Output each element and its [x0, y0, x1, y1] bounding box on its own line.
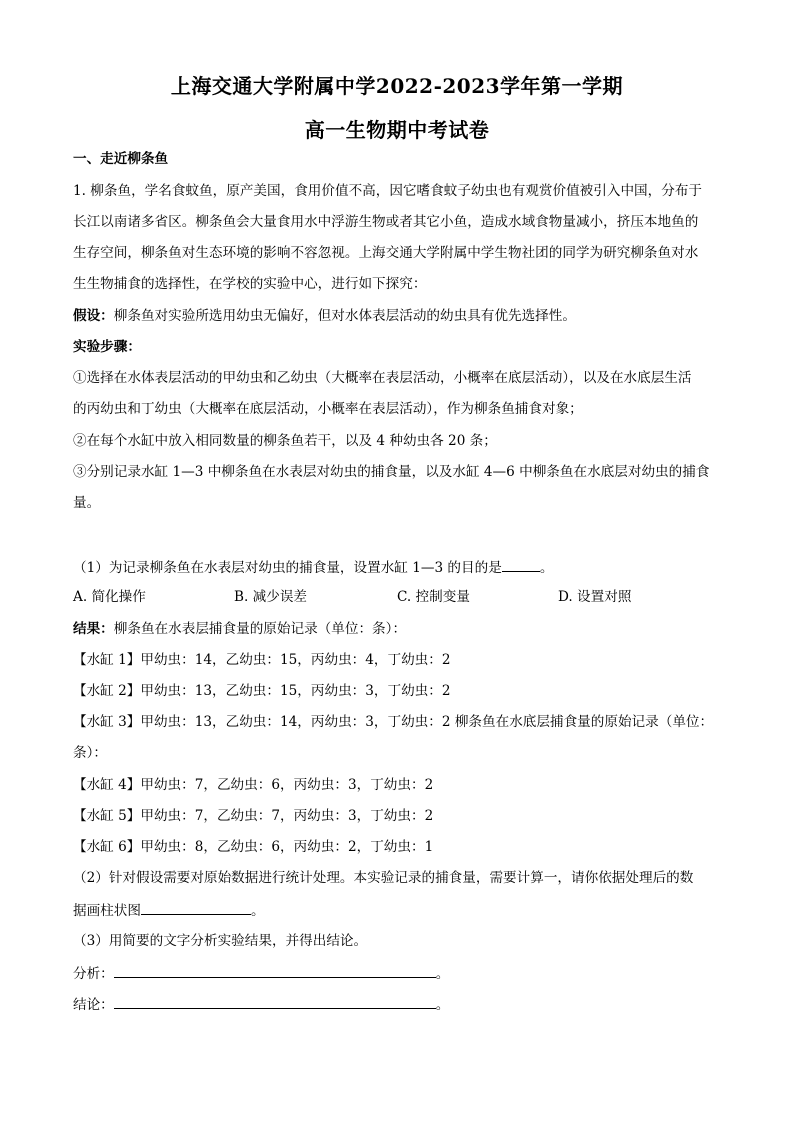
hypothesis-label: 假设： [73, 308, 114, 324]
section-heading: 一、走近柳条鱼 [73, 151, 169, 167]
question-1-text: （1）为记录柳条鱼在水表层对幼虫的捕食量，设置水缸 1—3 的目的是 [73, 560, 502, 576]
conclusion-label: 结论： [73, 997, 114, 1013]
analysis-blank[interactable] [114, 963, 436, 978]
step-line: 量。 [73, 495, 101, 511]
analysis-row [73, 963, 723, 983]
step-line: ①选择在水体表层活动的甲幼虫和乙幼虫（大概率在表层活动，小概率在底层活动），以及在水底层生活 [73, 370, 692, 386]
question-2-end: 。 [250, 903, 265, 919]
answer-blank[interactable] [502, 557, 540, 572]
record-line: 条）： [73, 745, 107, 761]
question-2-line: （2）针对假设需要对原始数据进行统计处理。本实验记录的捕食量，需要计算一，请你依据处理后的数 [73, 870, 694, 886]
record-line: 【水缸 1】甲幼虫：14，乙幼虫：15，丙幼虫：4，丁幼虫：2 [73, 652, 451, 668]
record-line: 【水缸 3】甲幼虫：13，乙幼虫：14，丙幼虫：3，丁幼虫：2 柳条鱼在水底层捕食量的原始记录（单位： [73, 714, 714, 730]
paragraph-line: 生生物捕食的选择性，在学校的实验中心，进行如下探究： [73, 276, 427, 292]
analysis-label: 分析： [73, 966, 114, 982]
option-b[interactable]: B. 减少误差 [234, 589, 308, 605]
question-2-text: 据画柱状图 [73, 903, 141, 919]
question-1 [73, 557, 723, 577]
result-text: 柳条鱼在水表层捕食量的原始记录（单位：条）： [113, 621, 407, 637]
record-line: 【水缸 6】甲幼虫：8，乙幼虫：6，丙幼虫：2，丁幼虫：1 [73, 839, 434, 855]
result [73, 620, 723, 638]
option-c[interactable]: C. 控制变量 [397, 589, 470, 605]
hypothesis-text: 柳条鱼对实验所选用幼虫无偏好，但对水体表层活动的幼虫具有优先选择性。 [113, 308, 576, 324]
paragraph-line: 生存空间，柳条鱼对生态环境的影响不容忽视。上海交通大学附属中学生物社团的同学为研究柳条鱼对水 [73, 245, 699, 261]
step-line: ③分别记录水缸 1—3 中柳条鱼在水表层对幼虫的捕食量，以及水缸 4—6 中柳条鱼在水底层对幼虫的捕食 [73, 464, 710, 480]
conclusion-row [73, 994, 723, 1014]
exam-subtitle: 高一生物期中考试卷 [304, 118, 490, 142]
hypothesis [73, 307, 723, 325]
step-line: 的丙幼虫和丁幼虫（大概率在底层活动，小概率在表层活动），作为柳条鱼捕食对象； [73, 401, 583, 417]
exam-title: 上海交通大学附属中学2022-2023学年第一学期 [170, 74, 624, 98]
answer-blank[interactable] [141, 900, 251, 915]
result-label: 结果： [73, 621, 114, 637]
steps-label: 实验步骤： [73, 339, 141, 355]
option-d[interactable]: D. 设置对照 [558, 589, 632, 605]
step-line: ②在每个水缸中放入相同数量的柳条鱼若干，以及 4 种幼虫各 20 条； [73, 433, 497, 449]
record-line: 【水缸 2】甲幼虫：13，乙幼虫：15，丙幼虫：3，丁幼虫：2 [73, 683, 451, 699]
analysis-end: 。 [435, 966, 450, 982]
conclusion-end: 。 [435, 997, 450, 1013]
paragraph-line: 1. 柳条鱼，学名食蚊鱼，原产美国，食用价值不高，因它嗜食蚊子幼虫也有观赏价值被引入中国，分布于 [73, 183, 703, 199]
paragraph-line: 长江以南诸多省区。柳条鱼会大量食用水中浮游生物或者其它小鱼，造成水域食物量减小，挤压本地鱼的 [73, 214, 699, 230]
option-a[interactable]: A. 简化操作 [73, 589, 146, 605]
question-3: （3）用简要的文字分析实验结果，并得出结论。 [73, 933, 368, 949]
question-1-end: 。 [539, 560, 554, 576]
record-line: 【水缸 5】甲幼虫：7，乙幼虫：7，丙幼虫：3，丁幼虫：2 [73, 808, 434, 824]
record-line: 【水缸 4】甲幼虫：7，乙幼虫：6，丙幼虫：3，丁幼虫：2 [73, 777, 434, 793]
question-2 [73, 900, 723, 920]
conclusion-blank[interactable] [114, 994, 436, 1009]
